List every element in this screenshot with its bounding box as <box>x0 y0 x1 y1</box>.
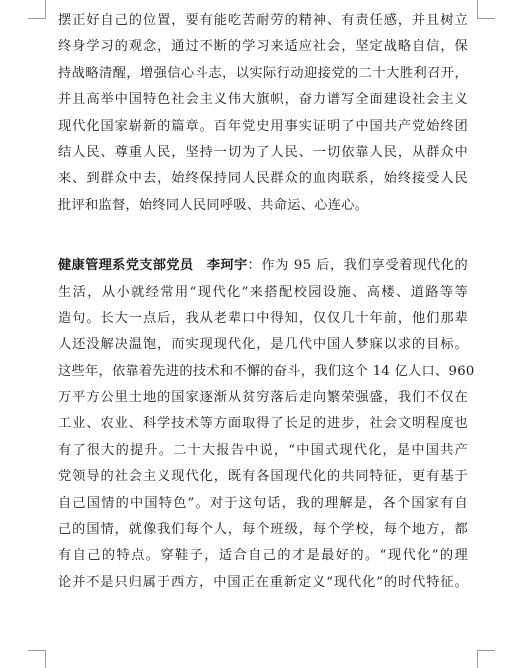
crop-mark-top-right <box>477 18 495 19</box>
text-line <box>58 253 468 279</box>
text-line: 摆正好自己的位置，要有能吃苦耐劳的精神、有责任感，并且树立 <box>58 13 468 28</box>
paragraph-2 <box>58 253 475 596</box>
text-line: 有了很大的提升。二十大报告中说，“中国式现代化，是中国共产 <box>58 442 468 458</box>
text-line: 造句。长大一点后，我从老辈口中得知，仅仅几十年前，他们那辈 <box>58 310 468 326</box>
crop-mark-top-left <box>28 18 46 19</box>
text-line: 并且高举中国特色社会主义伟大旗帜，奋力谱写全面建设社会主义 <box>58 92 468 108</box>
crop-mark-bottom-right <box>477 650 478 668</box>
text-line: 人还没解决温饱，而实现现代化，是几代中国人梦寐以求的目标。 <box>58 337 468 353</box>
text-line: 有自己的特点。穿鞋子，适合自己的才是最好的。“现代化”的理 <box>58 548 468 564</box>
text-line: 批评和监督，始终同人民同呼吸、共命运、心连心。 <box>58 197 369 213</box>
crop-mark-top-right <box>477 0 478 18</box>
text-line: 党领导的社会主义现代化，既有各国现代化的共同特征，更有基于 <box>58 469 468 485</box>
text-run: ：作为 95 后，我们享受着现代化的 <box>247 258 468 274</box>
text-line: 来、到群众中去，始终保持同人民群众的血肉联系，始终接受人民 <box>58 171 468 187</box>
text-line: 己的国情，就像我们每个人，每个班级，每个学校，每个地方，都 <box>58 522 468 538</box>
crop-mark-top-left <box>45 0 46 18</box>
paragraph-gap <box>58 219 468 253</box>
speaker-name: 健康管理系党支部党员 李珂宇 <box>58 258 248 274</box>
text-line: 生活，从小就经常用“现代化”来搭配校园设施、高楼、道路等等 <box>58 284 468 300</box>
text-line: 这些年，依靠着先进的技术和不懈的奋斗，我们这个 14 亿人口、960 <box>58 363 475 379</box>
text-line: 万平方公里土地的国家逐渐从贫穷落后走向繁荣强盛，我们不仅在 <box>58 390 468 406</box>
text-line: 论并不是只归属于西方，中国正在重新定义“现代化”的时代特征。 <box>58 574 468 590</box>
crop-mark-bottom-left <box>28 650 46 651</box>
document-body <box>58 8 475 596</box>
text-line: 持战略清醒，增强信心斗志，以实际行动迎接党的二十大胜利召开， <box>58 65 468 81</box>
crop-mark-bottom-right <box>477 650 495 651</box>
text-line: 现代化国家崭新的篇章。百年党史用事实证明了中国共产党始终团 <box>58 118 468 134</box>
text-line: 结人民、尊重人民，坚持一切为了人民、一切依靠人民，从群众中 <box>58 144 468 160</box>
text-line: 自己国情的中国特色”。对于这句话，我的理解是，各个国家有自 <box>58 495 468 511</box>
crop-mark-bottom-left <box>45 650 46 668</box>
paragraph-1 <box>58 8 468 219</box>
text-line: 终身学习的观念，通过不断的学习来适应社会，坚定战略自信，保 <box>58 39 468 55</box>
text-line: 工业、农业、科学技术等方面取得了长足的进步，社会文明程度也 <box>58 416 468 432</box>
